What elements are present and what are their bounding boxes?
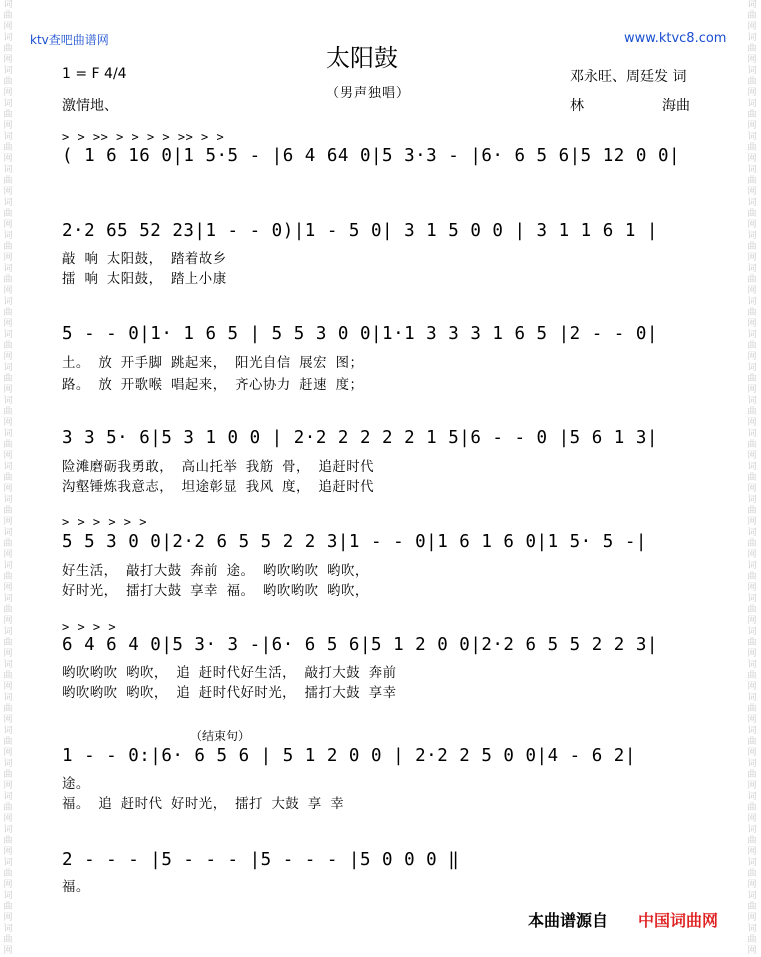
- watermark-char: 曲: [747, 110, 757, 120]
- watermark-char: 曲: [3, 902, 13, 912]
- watermark-char: 曲: [747, 935, 757, 945]
- watermark-char: 词: [3, 396, 13, 406]
- key-signature: 1 = F 4/4: [62, 66, 127, 82]
- watermark-char: 曲: [3, 143, 13, 153]
- lyric-line: 途。: [62, 777, 90, 792]
- watermark-char: 曲: [747, 836, 757, 846]
- lyric-line: 擂 响 太阳鼓， 踏上小康: [62, 272, 227, 287]
- watermark-char: 词: [3, 132, 13, 142]
- staff-line: 2 - - - |5 - - - |5 - - - |5 0 0 0 ‖: [62, 850, 460, 870]
- watermark-char: 曲: [747, 770, 757, 780]
- watermark-char: 曲: [747, 407, 757, 417]
- watermark-char: 词: [3, 726, 13, 736]
- watermark-char: 网: [3, 847, 13, 857]
- watermark-char: 词: [3, 594, 13, 604]
- watermark-char: 曲: [3, 671, 13, 681]
- watermark-char: 词: [3, 825, 13, 835]
- watermark-char: 曲: [3, 836, 13, 846]
- watermark-char: 词: [3, 891, 13, 901]
- watermark-char: 网: [3, 253, 13, 263]
- lyric-line: 哟吹哟吹 哟吹， 追 赶时代好生活， 敲打大鼓 奔前: [62, 666, 397, 681]
- watermark-char: 网: [747, 616, 757, 626]
- watermark-char: 曲: [3, 11, 13, 21]
- staff-line: 5 5 3 0 0|2·2 6 5 5 2 2 3|1 - - 0|1 6 1 6 0|1 5· 5 -|: [62, 532, 647, 552]
- watermark-char: 词: [3, 429, 13, 439]
- watermark-char: 网: [3, 880, 13, 890]
- watermark-right: [744, 0, 760, 957]
- watermark-char: 词: [747, 396, 757, 406]
- watermark-char: 词: [747, 528, 757, 538]
- watermark-char: 曲: [3, 869, 13, 879]
- lyricist-credit: 邓永旺、周廷发 词: [570, 69, 687, 85]
- watermark-char: 词: [747, 297, 757, 307]
- watermark-char: 网: [747, 748, 757, 758]
- watermark-char: 网: [3, 187, 13, 197]
- lyric-line: 福。 追 赶时代 好时光， 擂打 大鼓 享 幸: [62, 797, 345, 812]
- watermark-char: 网: [3, 451, 13, 461]
- watermark-char: 网: [3, 352, 13, 362]
- watermark-char: 网: [747, 847, 757, 857]
- site-link-left[interactable]: ktv查吧曲谱网: [30, 33, 109, 47]
- watermark-char: 网: [747, 682, 757, 692]
- accent-marks: > > >> > > > > >> > >: [62, 130, 225, 144]
- watermark-char: 网: [747, 484, 757, 494]
- watermark-char: 词: [747, 264, 757, 274]
- watermark-char: 曲: [747, 374, 757, 384]
- watermark-char: 曲: [3, 275, 13, 285]
- watermark-char: 词: [747, 66, 757, 76]
- tempo-mood: 激情地、: [62, 98, 118, 114]
- watermark-char: 曲: [3, 77, 13, 87]
- watermark-char: 曲: [3, 176, 13, 186]
- watermark-char: 词: [747, 594, 757, 604]
- watermark-char: 网: [747, 814, 757, 824]
- watermark-char: 曲: [747, 902, 757, 912]
- watermark-char: 网: [3, 319, 13, 329]
- watermark-char: 曲: [747, 737, 757, 747]
- watermark-char: 词: [747, 726, 757, 736]
- watermark-char: 词: [747, 495, 757, 505]
- watermark-char: 词: [747, 660, 757, 670]
- watermark-char: 曲: [747, 209, 757, 219]
- watermark-char: 词: [3, 231, 13, 241]
- watermark-char: 词: [3, 660, 13, 670]
- watermark-char: 曲: [747, 671, 757, 681]
- staff-line: 3 3 5· 6|5 3 1 0 0 | 2·2 2 2 2 2 1 5|6 - - 0 |5 6 1 3|: [62, 428, 658, 448]
- staff-line: 6 4 6 4 0|5 3· 3 -|6· 6 5 6|5 1 2 0 0|2·2 6 5 5 2 2 3|: [62, 635, 658, 655]
- watermark-char: 曲: [3, 110, 13, 120]
- watermark-char: 词: [3, 528, 13, 538]
- lyric-line: 好时光， 擂打大鼓 享幸 福。 哟吹哟吹 哟吹，: [62, 584, 369, 599]
- staff-line: ( 1 6 16 0|1 5·5 - |6 4 64 0|5 3·3 - |6· 6 5 6|5 12 0 0|: [62, 146, 681, 166]
- watermark-char: 词: [747, 825, 757, 835]
- watermark-char: 词: [747, 363, 757, 373]
- watermark-char: 网: [747, 418, 757, 428]
- watermark-char: 网: [3, 748, 13, 758]
- watermark-char: 网: [3, 517, 13, 527]
- watermark-char: 曲: [3, 539, 13, 549]
- watermark-char: 曲: [747, 638, 757, 648]
- watermark-char: 词: [747, 231, 757, 241]
- watermark-char: 网: [3, 913, 13, 923]
- watermark-char: 词: [747, 429, 757, 439]
- watermark-char: 网: [747, 649, 757, 659]
- watermark-char: 网: [3, 220, 13, 230]
- watermark-char: 曲: [747, 803, 757, 813]
- watermark-char: 网: [747, 352, 757, 362]
- watermark-char: 网: [747, 187, 757, 197]
- watermark-char: 曲: [3, 506, 13, 516]
- watermark-char: 词: [3, 264, 13, 274]
- watermark-char: 词: [3, 165, 13, 175]
- lyric-line: 沟壑锤炼我意志， 坦途彰显 我风 度， 追赶时代: [62, 480, 375, 495]
- watermark-char: 词: [3, 198, 13, 208]
- watermark-char: 词: [3, 693, 13, 703]
- composer-name: 林: [570, 98, 584, 114]
- watermark-char: 曲: [747, 572, 757, 582]
- watermark-char: 词: [747, 33, 757, 43]
- watermark-char: 词: [747, 561, 757, 571]
- watermark-char: 网: [747, 451, 757, 461]
- watermark-char: 词: [3, 858, 13, 868]
- watermark-char: 曲: [3, 935, 13, 945]
- watermark-char: 词: [3, 561, 13, 571]
- lyric-line: 敲 响 太阳鼓， 踏着故乡: [62, 252, 227, 267]
- composer-credit: [570, 95, 690, 115]
- watermark-char: 网: [747, 781, 757, 791]
- watermark-char: 网: [747, 220, 757, 230]
- watermark-char: 词: [3, 297, 13, 307]
- watermark-char: 词: [3, 0, 13, 10]
- watermark-char: 网: [747, 88, 757, 98]
- watermark-char: 曲: [3, 374, 13, 384]
- lyric-line: 土。 放 开手脚 跳起来， 阳光自信 展宏 图；: [62, 356, 364, 371]
- accent-marks: > > > >: [62, 620, 117, 634]
- watermark-char: 词: [747, 759, 757, 769]
- watermark-char: 词: [747, 891, 757, 901]
- watermark-char: 曲: [747, 506, 757, 516]
- watermark-char: 曲: [747, 704, 757, 714]
- watermark-char: 网: [747, 550, 757, 560]
- watermark-char: 网: [3, 88, 13, 98]
- watermark-char: 曲: [3, 440, 13, 450]
- watermark-char: 曲: [3, 407, 13, 417]
- watermark-char: 曲: [3, 44, 13, 54]
- watermark-char: 曲: [3, 737, 13, 747]
- watermark-char: 网: [747, 55, 757, 65]
- lyric-line: 险滩磨砺我勇敢， 高山托举 我筋 骨， 追赶时代: [62, 460, 375, 475]
- watermark-char: 网: [3, 583, 13, 593]
- watermark-char: 词: [3, 924, 13, 934]
- staff-line: 2·2 65 52 23|1 - - 0)|1 - 5 0| 3 1 5 0 0 | 3 1 1 6 1 |: [62, 221, 658, 241]
- watermark-char: 曲: [747, 473, 757, 483]
- watermark-char: 网: [3, 715, 13, 725]
- watermark-char: 曲: [747, 440, 757, 450]
- watermark-char: 网: [747, 319, 757, 329]
- watermark-char: 曲: [3, 308, 13, 318]
- watermark-char: 曲: [747, 176, 757, 186]
- watermark-char: 网: [3, 22, 13, 32]
- watermark-char: 曲: [3, 638, 13, 648]
- watermark-char: 词: [3, 627, 13, 637]
- composer-suffix: 海曲: [662, 98, 690, 114]
- watermark-char: 网: [3, 781, 13, 791]
- watermark-char: 词: [747, 462, 757, 472]
- watermark-char: 曲: [747, 539, 757, 549]
- watermark-char: 词: [747, 924, 757, 934]
- lyric-line: 好生活， 敲打大鼓 奔前 途。 哟吹哟吹 哟吹，: [62, 564, 369, 579]
- watermark-char: 词: [747, 330, 757, 340]
- watermark-left: [0, 0, 16, 957]
- watermark-char: 曲: [747, 605, 757, 615]
- watermark-char: 曲: [3, 704, 13, 714]
- watermark-char: 网: [3, 682, 13, 692]
- watermark-char: 网: [747, 517, 757, 527]
- watermark-char: 网: [747, 121, 757, 131]
- watermark-char: 词: [3, 99, 13, 109]
- watermark-char: 网: [747, 253, 757, 263]
- song-subtitle: （男声独唱）: [326, 86, 411, 101]
- watermark-char: 网: [3, 484, 13, 494]
- source-label: 本曲谱源自: [528, 911, 609, 930]
- site-link-right[interactable]: www.ktvc8.com: [624, 31, 727, 46]
- watermark-char: 网: [3, 385, 13, 395]
- watermark-char: 曲: [747, 308, 757, 318]
- watermark-char: 曲: [3, 770, 13, 780]
- watermark-char: 词: [747, 198, 757, 208]
- watermark-char: 曲: [3, 209, 13, 219]
- watermark-char: 曲: [3, 803, 13, 813]
- watermark-char: 网: [3, 121, 13, 131]
- watermark-char: 词: [747, 99, 757, 109]
- watermark-char: 网: [747, 583, 757, 593]
- watermark-char: 曲: [747, 143, 757, 153]
- watermark-char: 词: [747, 693, 757, 703]
- watermark-char: 词: [3, 759, 13, 769]
- watermark-char: 网: [3, 550, 13, 560]
- watermark-char: 词: [3, 792, 13, 802]
- watermark-char: 网: [747, 154, 757, 164]
- watermark-char: 词: [747, 792, 757, 802]
- watermark-char: 网: [3, 649, 13, 659]
- accent-marks: > > > > > >: [62, 515, 147, 529]
- watermark-char: 网: [747, 913, 757, 923]
- watermark-char: 网: [3, 154, 13, 164]
- lyric-line: 福。: [62, 880, 90, 895]
- watermark-char: 曲: [747, 341, 757, 351]
- watermark-char: 网: [3, 55, 13, 65]
- watermark-char: 词: [747, 858, 757, 868]
- staff-line: 1 - - 0:|6· 6 5 6 | 5 1 2 0 0 | 2·2 2 5 0 0|4 - 6 2|: [62, 746, 636, 766]
- watermark-char: 词: [3, 462, 13, 472]
- watermark-char: 曲: [3, 341, 13, 351]
- watermark-char: 网: [747, 286, 757, 296]
- watermark-char: 网: [3, 946, 13, 956]
- watermark-char: 词: [3, 363, 13, 373]
- watermark-char: 曲: [747, 11, 757, 21]
- watermark-char: 词: [3, 330, 13, 340]
- watermark-char: 词: [747, 627, 757, 637]
- watermark-char: 网: [3, 616, 13, 626]
- watermark-char: 曲: [747, 275, 757, 285]
- watermark-char: 曲: [3, 473, 13, 483]
- watermark-char: 词: [747, 132, 757, 142]
- lyric-line: 哟吹哟吹 哟吹， 追 赶时代好时光， 擂打大鼓 享幸: [62, 686, 397, 701]
- watermark-char: 网: [747, 715, 757, 725]
- watermark-char: 网: [3, 814, 13, 824]
- watermark-char: 词: [3, 495, 13, 505]
- watermark-char: 曲: [3, 605, 13, 615]
- watermark-char: 词: [747, 0, 757, 10]
- watermark-char: 网: [747, 880, 757, 890]
- watermark-char: 曲: [747, 77, 757, 87]
- ending-label: （结束句）: [190, 729, 251, 743]
- watermark-char: 词: [3, 33, 13, 43]
- song-title: 太阳鼓: [326, 44, 398, 72]
- watermark-char: 网: [747, 22, 757, 32]
- watermark-char: 网: [747, 946, 757, 956]
- watermark-char: 曲: [3, 242, 13, 252]
- source-site-link[interactable]: 中国词曲网: [638, 911, 719, 930]
- watermark-char: 网: [747, 385, 757, 395]
- watermark-char: 曲: [747, 242, 757, 252]
- watermark-char: 曲: [747, 869, 757, 879]
- staff-line: 5 - - 0|1· 1 6 5 | 5 5 3 0 0|1·1 3 3 3 1 6 5 |2 - - 0|: [62, 324, 658, 344]
- watermark-char: 曲: [3, 572, 13, 582]
- watermark-char: 曲: [747, 44, 757, 54]
- watermark-char: 词: [3, 66, 13, 76]
- lyric-line: 路。 放 开歌喉 唱起来， 齐心协力 赶速 度；: [62, 378, 364, 393]
- watermark-char: 网: [3, 418, 13, 428]
- watermark-char: 网: [3, 286, 13, 296]
- watermark-char: 词: [747, 165, 757, 175]
